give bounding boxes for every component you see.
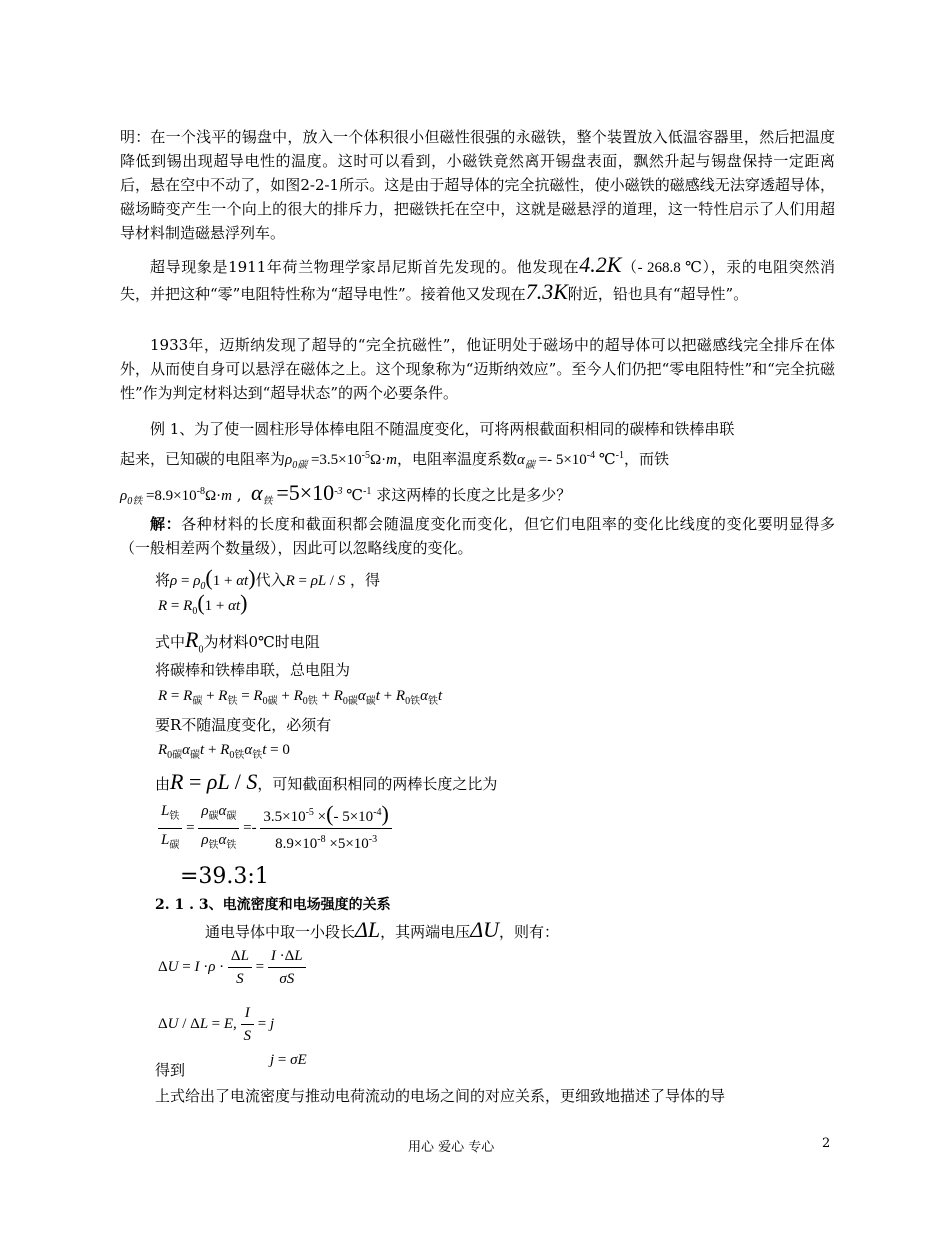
length-ratio-result: =39.3:1 [180,864,269,889]
r0-definition-line: 式中$R_0$为材料0℃时电阻 [155,627,320,656]
carbon-temperature-coefficient: $\alpha_碳 =- 5\times 10^{-4}$ ℃$^{-1}$ [517,450,625,471]
temperature-celsius: （- 268.8 ℃） [621,260,711,276]
example-1-line-2: 起来，已知碳的电阻率为$\rho_{0碳} =3.5\times 10^{-5}\Omega\cdot m$，电阻率温度系数$\alpha_碳 =- 5\times 10^{-4}$ ℃$^{-1}$，而铁 [120,450,670,471]
length-ratio-formula: $\frac{L_铁}{L_碳}$ = $\frac{\rho_碳\alpha_碳}{\rho_铁\alpha_铁}$ =- $\frac{3.5\times 10^{-5} \times(- 5\times 10^{-4})}{8.9\times 10^{-8} \times 5\times 10^{-3}}$ [158,800,392,857]
iron-resistivity: $\rho_{0铁} =8.9\times 10^{-8}\Omega\cdot m$ [120,486,232,507]
footer-motto: 用心 爱心 专心 [408,1140,495,1155]
field-current-density-formula: ΔU / ΔL = E, $\frac{I}{S}$ = j [158,1002,274,1047]
r0-symbol: $R_0$ [185,627,204,656]
iron-temperature-coefficient: $\alpha_铁 =5\times 10^{-3}$ ℃$^{-1}$ [251,480,372,507]
section-heading-2-1-3: 2. 1 . 3、电流密度和电场强度的关系 [155,897,391,913]
solution-intro: 解：各种材料的长度和截面积都会随温度变化而变化，但它们电阻率的变化比线度的变化要明显得多（一般相差两个数量级），因此可以忽略线度的变化。 [120,515,835,557]
temperature-4-2k: 4.2K [579,252,622,277]
delta-l-symbol: ΔL [355,917,381,942]
carbon-resistivity: $\rho_{0碳} =3.5\times 10^{-5}\Omega\cdot m$ [285,450,397,471]
length-ratio-intro: 由R = ρL / S，可知截面积相同的两棒长度之比为 [155,769,498,794]
series-connection-line: 将碳棒和铁棒串联，总电阻为 [155,661,351,679]
substitution-line: 将$\rho = \rho_0(1 + \alpha t)$代入R = ρL / S ，得 [155,565,380,592]
resistance-formula-large: R = ρL / S [170,769,258,794]
zero-condition-formula: $R_{0碳}\alpha_碳t + R_{0铁}\alpha_铁t = 0$ [158,742,290,761]
resistance-formula: R = ρL / S [285,573,346,589]
paragraph-superconductivity-discovery: 超导现象是1911年荷兰物理学家昂尼斯首先发现的。他发现在4.2K（- 268.8 ℃），汞的电阻突然消失，并把这种“零”电阻特性称为“超导电性”。接着他又发现在7.3K附近，铅也具有“超导性”。 [120,252,835,304]
temperature-7-3k: 7.3K [525,279,568,304]
delta-u-symbol: ΔU [470,917,499,942]
total-resistance-formula: $R = R_碳 + R_铁 = R_{0碳} + R_{0铁} + R_{0碳}\alpha_碳t + R_{0铁}\alpha_铁t$ [158,688,443,707]
ohms-law-differential-form: j = σE [270,1052,307,1068]
example-1-line-3: $\rho_{0铁} =8.9\times 10^{-8}\Omega\cdot m$ , $\alpha_铁 =5\times 10^{-3}$ ℃$^{-1}$ 求这两棒的长度之比是多少？ [120,480,572,507]
condition-line: 要R不随温度变化，必须有 [155,716,332,734]
closing-paragraph: 上式给出了电流密度与推动电荷流动的电场之间的对应关系，更细致地描述了导体的导 [155,1087,726,1105]
voltage-segment-line: 通电导体中取一小段长ΔL，其两端电压ΔU，则有： [205,917,560,942]
result-label: 得到 [155,1061,186,1079]
example-1-line-1: 例 1、为了使一圆柱形导体棒电阻不随温度变化，可将两根截面积相同的碳棒和铁棒串联 [150,420,735,438]
voltage-drop-formula: ΔU = I ·ρ · $\frac{\Delta L}{S}$ = $\frac{I \cdot\Delta L}{\sigma S}$ [158,945,306,990]
resistance-temperature-formula: $R = R_0(1 + \alpha t)$ [158,590,248,617]
resistivity-temperature-formula: $\rho = \rho_0(1 + \alpha t)$ [170,565,256,592]
page-number: 2 [822,1136,831,1151]
paragraph-maglev: 明：在一个浅平的锡盘中，放入一个体积很小但磁性很强的永磁铁，整个装置放入低温容器里，然后把温度降低到锡出现超导电性的温度。这时可以看到，小磁铁竟然离开锡盘表面，飘然升起与锡盘保持一定距离后，悬在空中不动了，如图2-2-1所示。这是由于超导体的完全抗磁性，使小磁铁的磁感线无法穿透超导体，磁场畸变产生一个向上的很大的排斥力，把磁铁托在空中，这就是磁悬浮的道理，这一特性启示了人们用超导材料制造磁悬浮列车。 [120,128,835,242]
paragraph-meissner-effect: 1933年，迈斯纳发现了超导的“完全抗磁性”，他证明处于磁场中的超导体可以把磁感线完全排斥在体外，从而使自身可以悬浮在磁体之上。这个现象称为“迈斯纳效应”。至今人们仍把“零电阻特性”和“完全抗磁性”作为判定材料达到“超导状态”的两个必要条件。 [120,336,835,402]
